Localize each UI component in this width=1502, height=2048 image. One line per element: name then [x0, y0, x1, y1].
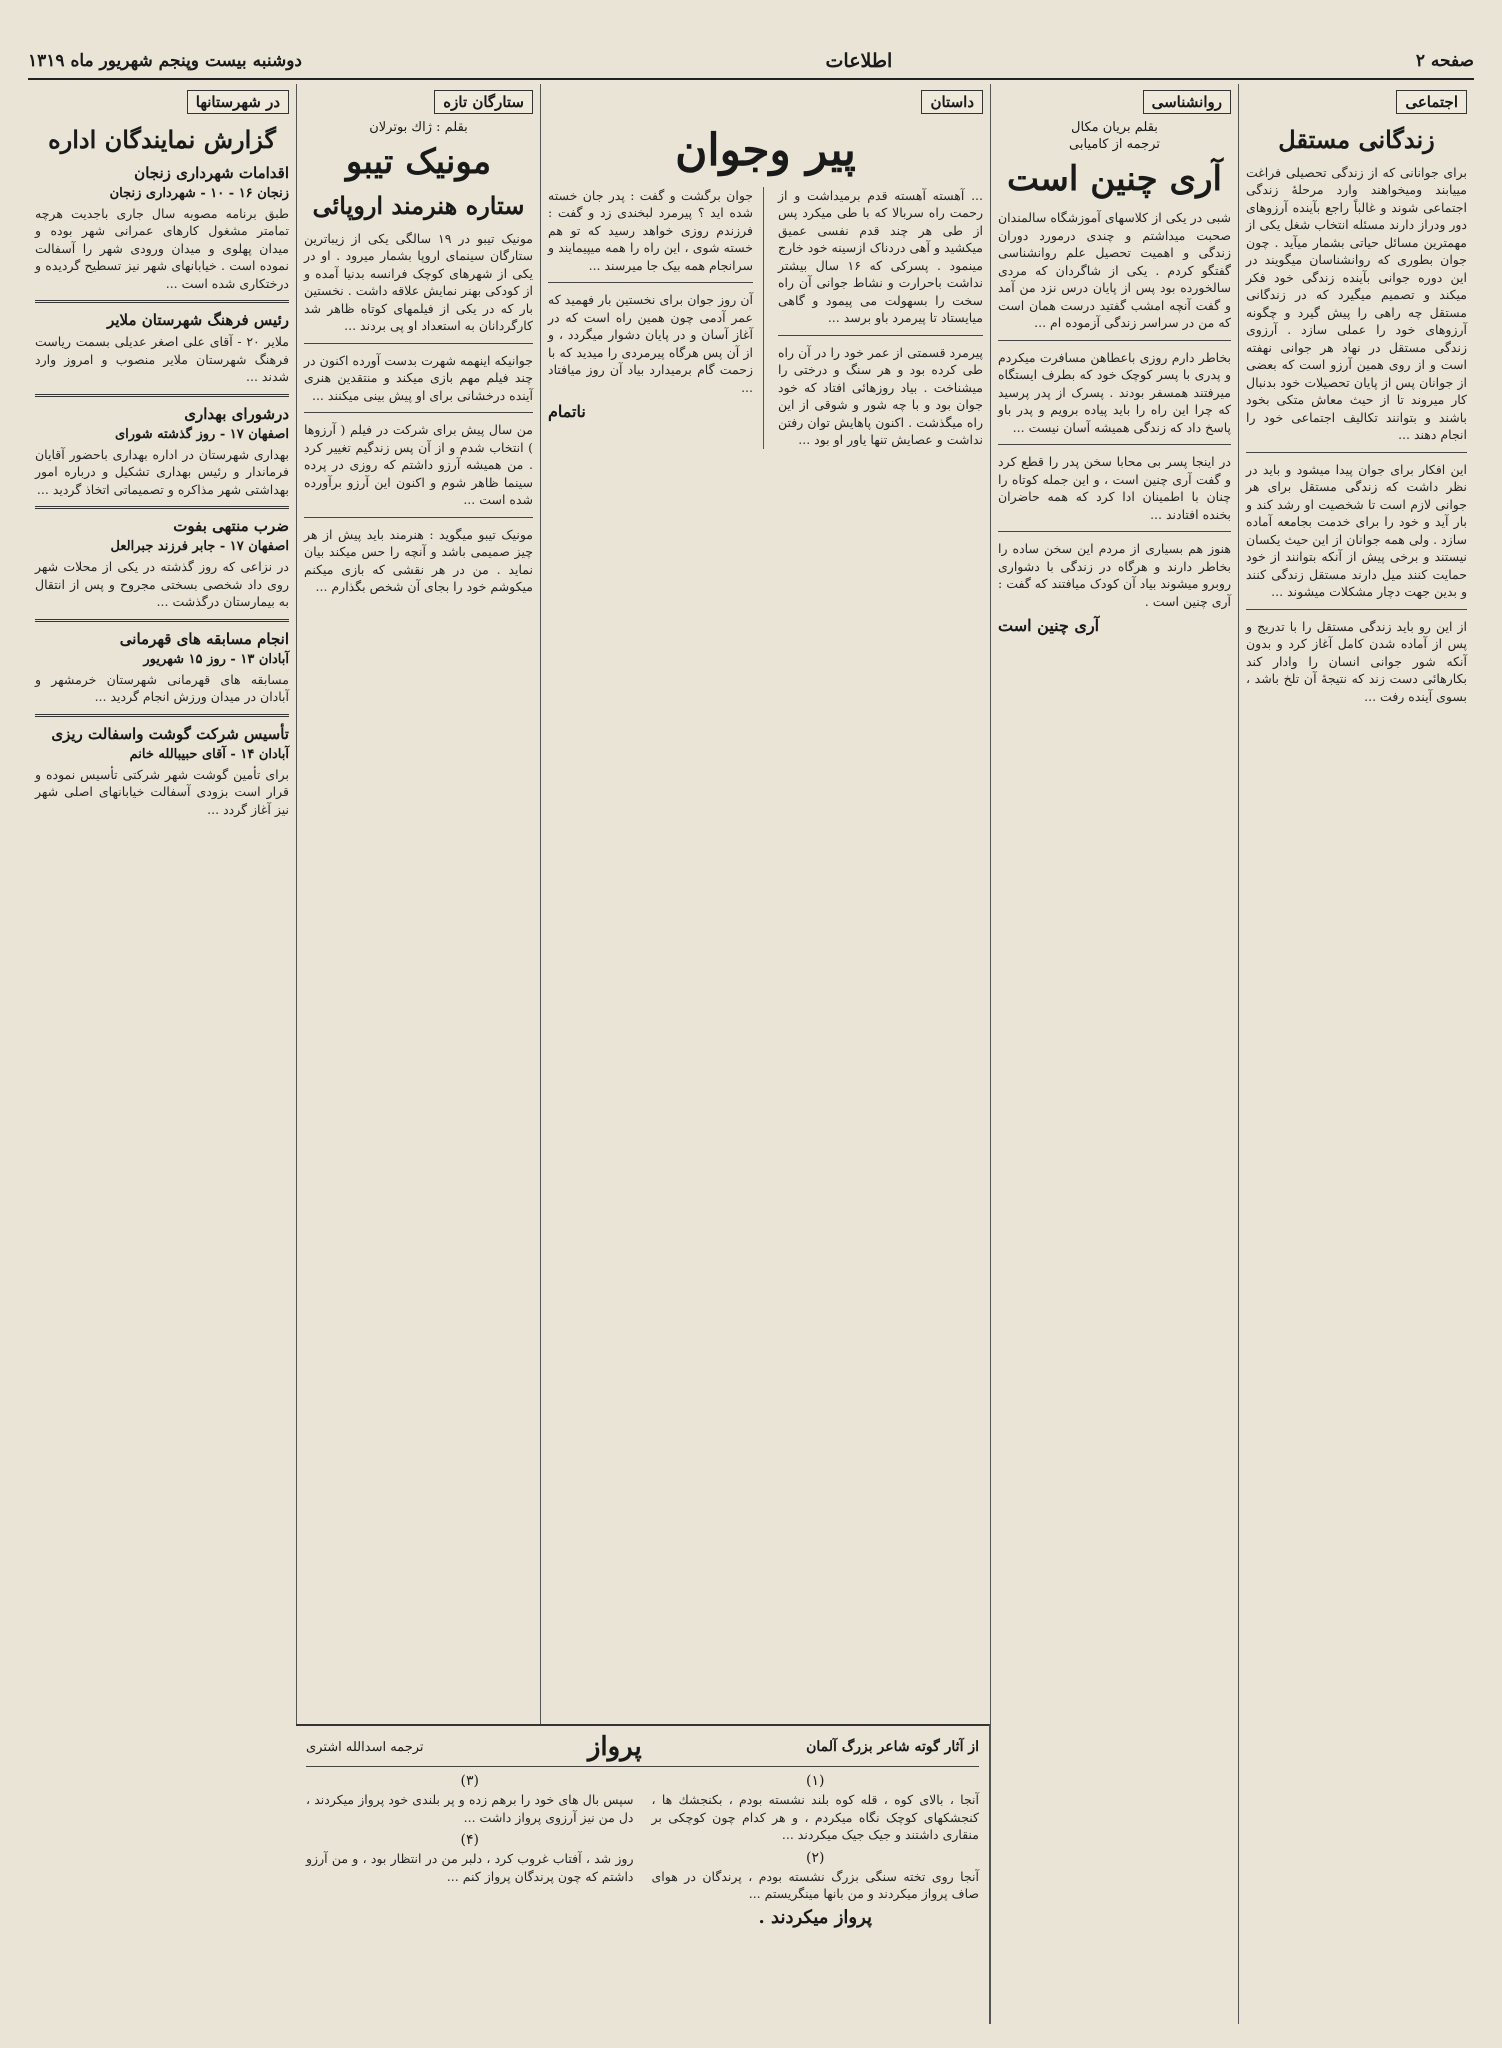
poem-block: [296, 1724, 990, 2024]
divider: [35, 506, 289, 509]
column-psychology: [990, 84, 1238, 2024]
stanza-number-4: (۴): [460, 1832, 479, 1848]
byline-translator: ترجمه از کامیابی: [1069, 137, 1160, 152]
page-number: صفحه ۲: [1415, 51, 1474, 71]
divider: [35, 619, 289, 622]
article-body-stars-3: من سال پیش برای شرکت در فیلم ( آرزوها ) انتخاب شدم و از آن پس زندگیم تغییر کرد . من همیشه آرزو داشتم که روزی در پرده سینما ظاهر شوم و اکنون این آرزو برآورده شده است ...: [304, 422, 533, 508]
stanza-2: آنجا روی تخته سنگی بزرگ نشسته بودم ، پرندگان در هوای صاف پرواز میکردند و من بانها مینگریستم ...: [651, 1868, 979, 1901]
article-body-stars: مونیک تیبو در ۱۹ سالگی یکی از زیباترین ستارگان سینمای اروپا بشمار میرود . او در یکی از شهرهای کوچک فرانسه بدنیا آمده و از کودکی بهنر نمایش علاقه داشت . نخستین بار که در یکی از فیلمهای کوتاه ظاهر شد کارگردانان به استعداد او پی بردند ...: [304, 230, 533, 334]
divider: [1246, 452, 1467, 453]
divider: [35, 394, 289, 397]
report-body-health: بهداری شهرستان در اداره بهداری باحضور آقایان فرماندار و رئیس بهداری تشکیل و درباره امور بهداشتی شهر مذاکره و تصمیماتی اتخاذ گردید ...: [35, 446, 289, 497]
article-body-stars-2: جوانیکه اینهمه شهرت بدست آورده اکنون در چند فیلم مهم بازی میکند و منتقدین هنری آینده درخشانی برای او پیش بینی میکنند ...: [304, 352, 533, 403]
report-body-meat-company: برای تأمین گوشت شهر شرکتی تأسیس نموده و قرار است بزودی آسفالت خیابانهای اصلی شهر نیز آغاز گردد ...: [35, 766, 289, 817]
to-be-continued-mark: ناتمام: [548, 402, 586, 422]
article-body-social-3: از این رو باید زندگی مستقل را با تدریج و پس از آماده شدن کامل آغاز کرد و بدون آنکه شور جوانی انسان را وادار کند بکارهائی دست زند که نتیجۀ آن تلخ باشد ، بسوی آینده رفت ...: [1246, 618, 1467, 704]
dateline-abadan: آبادان ۱۳ - روز ۱۵ شهریور: [143, 651, 289, 667]
section-tag-cities: در شهرستانها: [187, 90, 289, 114]
issue-date: دوشنبه بیست وپنجم شهریور ماه ۱۳۱۹: [28, 51, 302, 71]
subhead-health-council: درشورای بهداری: [184, 404, 289, 423]
divider: [548, 282, 753, 283]
subheadline-european-star: ستاره هنرمند اروپائی: [312, 191, 525, 221]
poem-column-left: [306, 1767, 634, 1928]
dateline-zanjan: زنجان ۱۶ - ۱۰ - شهرداری زنجان: [109, 185, 289, 201]
article-body-story: ... آهسته آهسته قدم برمیداشت و از رحمت راه سربالا که با طی میکرد پس از طی هر چند قدم نفسی عمیق میکشید و آهی دردناک ازسینه خود خارج مینمود . پسرکی که ۱۶ سال بیشتر نداشت باحرارت و نشاط جوانی آن راه سخت را بسهولت می پیمود و گاهی میایستاد تا پیرمرد باو برسد ...: [778, 187, 984, 326]
divider: [35, 714, 289, 717]
article-body-psychology: شبی در یکی از کلاسهای آموزشگاه سالمندان صحبت میداشتم و چندی درمورد دوران زندگی و اهمیت تحصیل علم روانشناسی گفتگو کردم . یکی از شاگردان که مردی سالخورده بود پس از پایان درس نزد من آمد و گفت آنچه امشب گفتید درست همان است که من در سراسر زندگی آزموده ام ...: [998, 210, 1231, 331]
subhead-fatal-assault: ضرب منتهی بفوت: [173, 517, 289, 536]
headline-yes-it-is: آری چنین است: [1007, 159, 1222, 199]
divider: [304, 343, 533, 344]
article-body-story-4: آن روز جوان برای نخستین بار فهمید که عمر آدمی چون همین راه است که در آغاز آسان و در پایان دشوار میگردد ، و از آن پس هرگاه پیرمردی را میدید که با زحمت گام برمیدارد بیاد آن روز میافتاد ...: [548, 292, 753, 395]
dateline-isfahan-2: اصفهان ۱۷ - جابر فرزند جبرالعل: [110, 539, 289, 555]
divider: [304, 412, 533, 413]
report-body-zanjan: طبق برنامه مصوبه سال جاری باجدیت هرچه تمامتر مشغول کارهای عمرانی شهر بوده و میدان پهلوی و میدان ورودی شهر را آسفالت نموده است . خیابانهای شهر نیز تسطیح گردیده و درختکاری شده است ...: [35, 205, 289, 291]
stanza-highlight: پرواز میکردند .: [758, 1906, 873, 1928]
poem-translator: ترجمه اسدالله اشتری: [306, 1739, 424, 1755]
section-tag-story: داستان: [921, 90, 983, 114]
article-end-psychology: آری چنین است: [998, 616, 1100, 636]
poem-columns: [306, 1767, 979, 1928]
column-social: [1238, 84, 1474, 2024]
headline-independent-life: زندگانی مستقل: [1278, 125, 1435, 154]
divider: [998, 531, 1231, 532]
stanza-number-1: (۱): [806, 1773, 825, 1789]
section-tag-psychology: روانشناسی: [1143, 90, 1231, 114]
article-columns: [28, 84, 1474, 2024]
poem-header: [306, 1732, 979, 1767]
article-body-social-2: این افکار برای جوان پیدا میشود و باید در نظر داشت که زندگی مستقل برای هر جوانی لازم است تا شخصیت او رشد کند و بار آید و خود را برای خدمت بجامعه آماده سازد . ولی همه جوانان از این حیث یکسان نیستند و برخی پیش از آنکه بتوانند از خود حمایت کنند میل دارند مستقل زندگی کنند و بدین جهت دچار مشکلات میشوند ...: [1246, 461, 1467, 600]
article-body-story-3: جوان برگشت و گفت : پدر جان خسته شده اید ؟ پیرمرد لبخندی زد و گفت : فرزندم روزی خواهد رسید که تو هم خسته شوی ، این راه را همه میپیمایند و سرانجام همه بیک جا میرسند ...: [548, 187, 753, 273]
article-body-psychology-2: بخاطر دارم روزی باعطاهن مسافرت میکردم و پدری با پسر کوچک خود که بطرف ایستگاه میرفتند همسفر بودند . پسرک از پدر پرسید که چرا این راه را باید پیاده برویم و پدر باو پاسخ داد که زندگی همیشه آسان نیست ...: [998, 349, 1231, 435]
paper-name: اطلاعات: [825, 50, 893, 72]
divider: [998, 444, 1231, 445]
masthead: [28, 44, 1474, 80]
divider: [998, 340, 1231, 341]
report-body-assault: در نزاعی که روز گذشته در یکی از محلات شهر روی داد شخصی بسختی مجروح و پس از انتقال به بیمارستان درگذشت ...: [35, 559, 289, 610]
dateline-isfahan: اصفهان ۱۷ - روز گذشته شورای: [114, 426, 289, 442]
article-body-psychology-4: هنوز هم بسیاری از مردم این سخن ساده را بخاطر دارند و هرگاه در زندگی با دشواری روبرو میشوند بیاد آن کودک میافتند که گفت : آری چنین است .: [998, 541, 1231, 609]
article-body-social: برای جوانانی که از زندگی تحصیلی فراغت مییابند ومیخواهند وارد مرحلۀ زندگی اجتماعی شوند و غالباً راجع بآینده آرزوهای دور ودراز دارند مسئله انتخاب شغل یکی از مهمترین مسائل حیاتی بشمار میآید . چون جوان بطوری که روانشناسان میگویند در این دوره جوانی بآینده زندگی خود فکر میکند و تصمیم میگیرد که در زندگانی مستقل چه راهی را پیش گیرد و چگونه آرزوهای خود را عملی سازد . آرزوی زندگی مستقل در نهاد هر جوانی نهفته است و از روی همین آرزو است که بعضی از جوانان پس از پایان تحصیلات خود بدنبال کار میروند تا از حیث معاش متکی بخود باشند و بتوانند تکالیف اجتماعی خود را انجام دهند ...: [1246, 164, 1467, 443]
stanza-number-2: (۲): [806, 1849, 825, 1866]
divider: [778, 335, 983, 336]
divider: [1246, 609, 1467, 610]
divider: [304, 517, 533, 518]
subhead-malayer-education: رئیس فرهنگ شهرستان ملایر: [107, 311, 289, 330]
section-tag-new-stars: ستارگان تازه: [434, 90, 533, 114]
subhead-championships: انجام مسابقه های قهرمانی: [119, 629, 289, 648]
section-tag-social: اجتماعی: [1396, 90, 1467, 114]
stanza-4: روز شد ، آفتاب غروب کرد ، دلبر من در انتظار بود ، و من آرزو داشتم که چون پرندگان پرواز کنم ...: [306, 1851, 634, 1884]
article-body-story-2: پیرمرد قسمتی از عمر خود را در آن راه طی کرده بود و هر سنگ و درختی را میشناخت . بیاد روزهائی افتاد که خود جوان بود و با چه شور و شوقی از این راه میگذشت . اکنون پاهایش توان رفتن نداشت و عصایش تنها یاور او بود ...: [778, 344, 983, 448]
story-subcolumn-left: [548, 187, 764, 449]
stanza-1: آنجا ، بالای کوه ، قله کوه بلند نشسته بودم ، بکنجشك ها ، کنجشکهای کوچک نگاه میکردم ، و هر کدام چون کوچکی بر منقاری داشتند و جیک جیک میکردند ...: [651, 1792, 979, 1842]
article-body-psychology-3: در اینجا پسر بی محابا سخن پدر را قطع کرد و گفت آری چنین است ، و این جمله کوتاه را چنان با اطمینان ادا کرد که همه حاضران بخنده افتادند ...: [998, 454, 1231, 522]
report-body-malayer: ملایر ۲۰ - آقای علی اصغر عدیلی بسمت ریاست فرهنگ شهرستان ملایر منصوب و امروز وارد شدند ...: [35, 334, 289, 385]
dateline-abadan-2: آبادان ۱۴ - آقای حبیبالله خانم: [129, 746, 289, 762]
report-body-championships: مسابقه های قهرمانی شهرستان خرمشهر و آبادان در میدان ورزش انجام گردید ...: [35, 671, 289, 705]
column-cities: [28, 84, 296, 2024]
poem-column-right: [652, 1767, 980, 1928]
divider: [35, 300, 289, 303]
story-subcolumns: [548, 187, 983, 449]
headline-correspondents-report: گزارش نمایندگان اداره: [48, 125, 276, 154]
poem-attribution: از آثار گوته شاعر بزرگ آلمان: [806, 1739, 979, 1755]
byline-stars-author: بقلم : ژاك بوترلان: [369, 120, 468, 135]
headline-monique-tibo: مونیک تیبو: [345, 142, 492, 182]
article-body-stars-4: مونیک تیبو میگوید : هنرمند باید پیش از هر چیز صمیمی باشد و آنچه را حس میکند بیان نماید . من در هر نقشی که بازی میکنم میکوشم خود را بجای آن شخص بگذارم ...: [304, 526, 533, 595]
subhead-meat-company: تأسیس شرکت گوشت واسفالت ریزی: [51, 724, 289, 743]
poem-title: پرواز: [587, 1732, 642, 1762]
byline-author: بقلم بریان مکال: [1071, 120, 1158, 135]
story-subcolumn-right: [778, 187, 983, 449]
stanza-3: سپس بال های خود را برهم زده و پر بلندی خود پرواز میکردند ، دل من نیز آرزوی پرواز داشت ...: [306, 1792, 634, 1825]
stanza-number-3: (۳): [460, 1773, 479, 1789]
subhead-zanjan-municipality: اقدامات شهرداری زنجان: [134, 163, 289, 182]
headline-old-and-young: پیر وجوان: [675, 125, 856, 176]
